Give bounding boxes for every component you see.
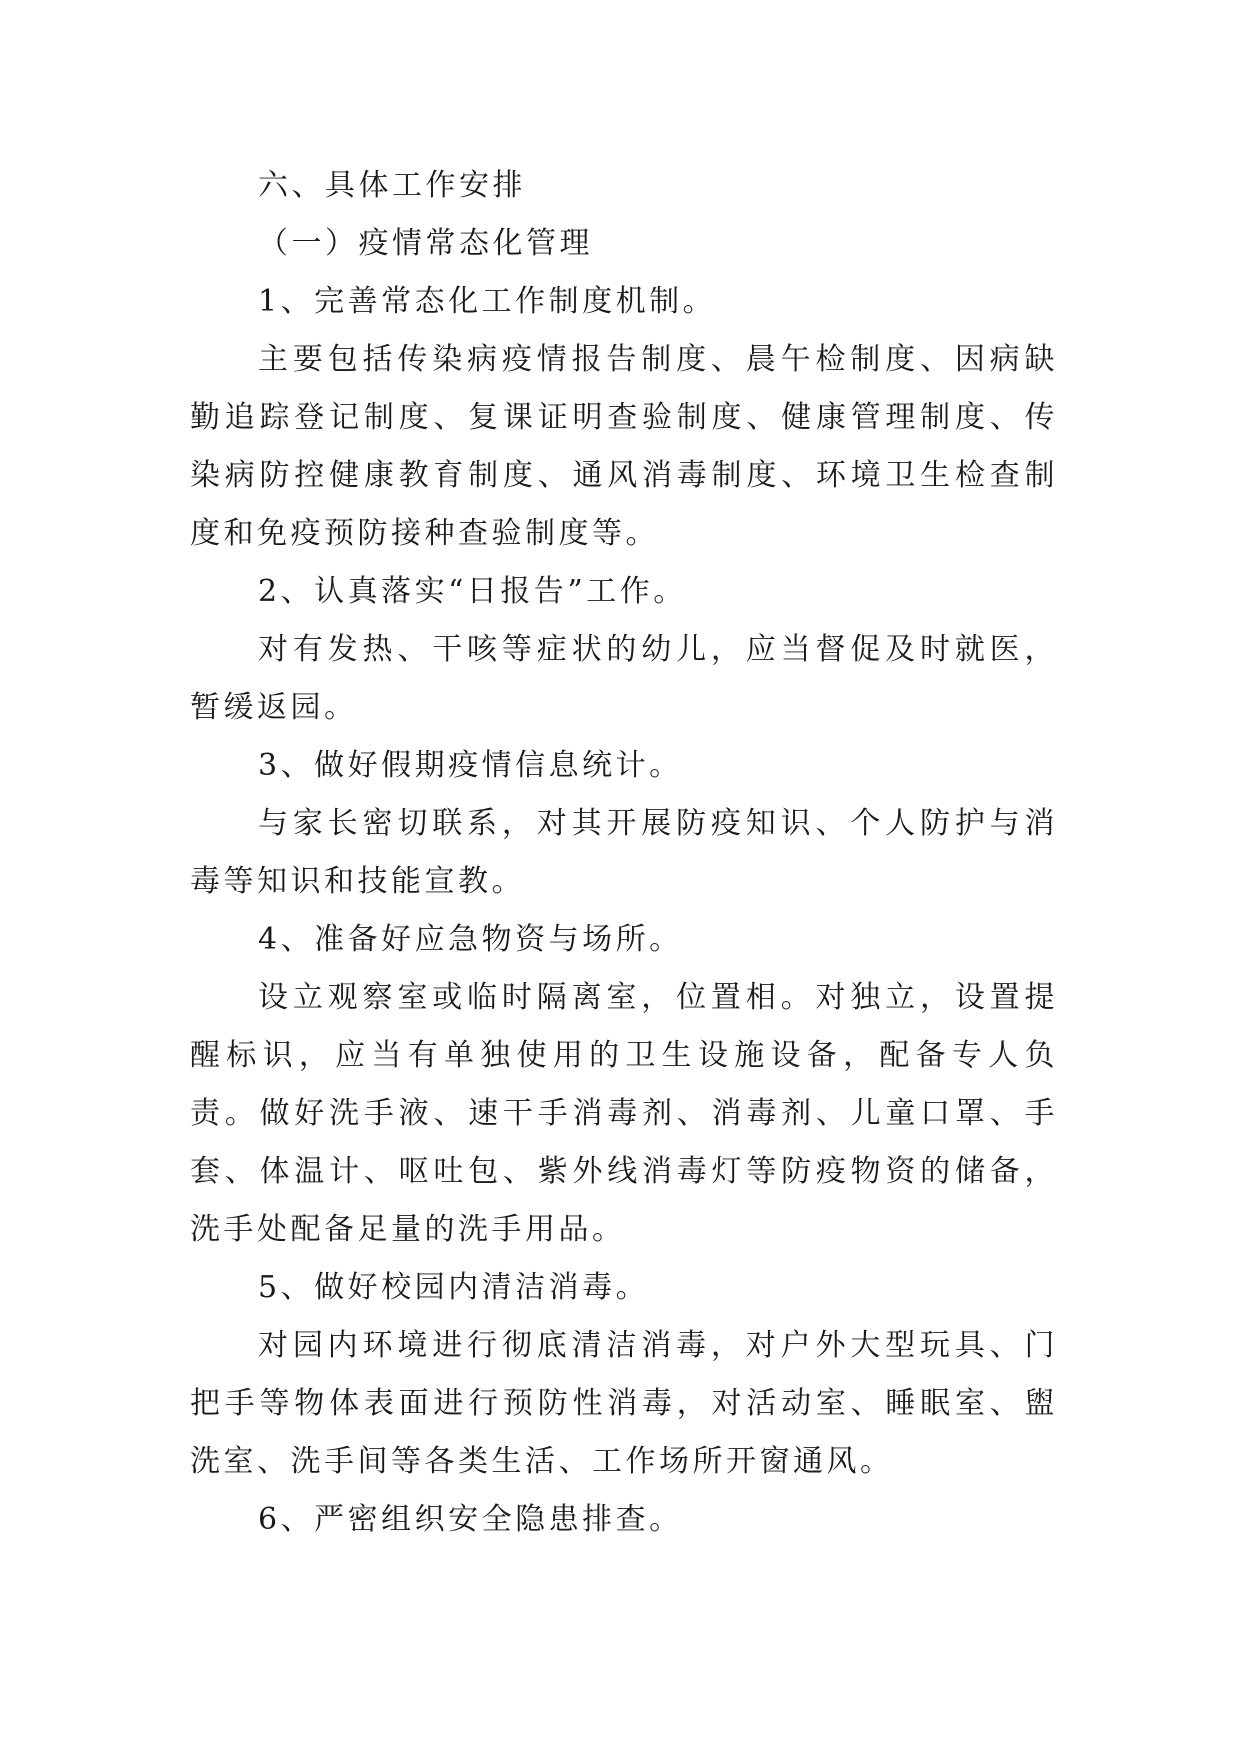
item-body-4: 设立观察室或临时隔离室，位置相。对独立，设置提醒标识，应当有单独使用的卫生设施设备，配备专人负责。做好洗手液、速干手消毒剂、消毒剂、儿童口罩、手套、体温计、呕吐包、紫外线消毒灯等防疫物资的储备，洗手处配备足量的洗手用品。 <box>190 980 1058 1247</box>
item-title-6: 6、严密组织安全隐患排查。 <box>258 1502 683 1537</box>
item-body-3: 与家长密切联系，对其开展防疫知识、个人防护与消毒等知识和技能宣教。 <box>190 806 1058 899</box>
item-body-2: 对有发热、干咳等症状的幼儿，应当督促及时就医，暂缓返园。 <box>190 632 1058 725</box>
subsection-heading: （一）疫情常态化管理 <box>258 226 593 261</box>
item-title-4: 4、准备好应急物资与场所。 <box>258 922 683 957</box>
document-body <box>190 157 1058 1549</box>
item-body-1: 主要包括传染病疫情报告制度、晨午检制度、因病缺勤追踪登记制度、复课证明查验制度、健康管理制度、传染病防控健康教育制度、通风消毒制度、环境卫生检查制度和免疫预防接种查验制度等。 <box>190 342 1058 551</box>
item-title-1: 1、完善常态化工作制度机制。 <box>258 284 717 319</box>
item-body-5: 对园内环境进行彻底清洁消毒，对户外大型玩具、门把手等物体表面进行预防性消毒，对活动室、睡眠室、盥洗室、洗手间等各类生活、工作场所开窗通风。 <box>190 1328 1058 1479</box>
item-title-2: 2、认真落实“日报告”工作。 <box>258 574 687 609</box>
item-title-3: 3、做好假期疫情信息统计。 <box>258 748 683 783</box>
item-title-5: 5、做好校园内清洁消毒。 <box>258 1270 650 1305</box>
section-heading: 六、具体工作安排 <box>258 168 526 203</box>
